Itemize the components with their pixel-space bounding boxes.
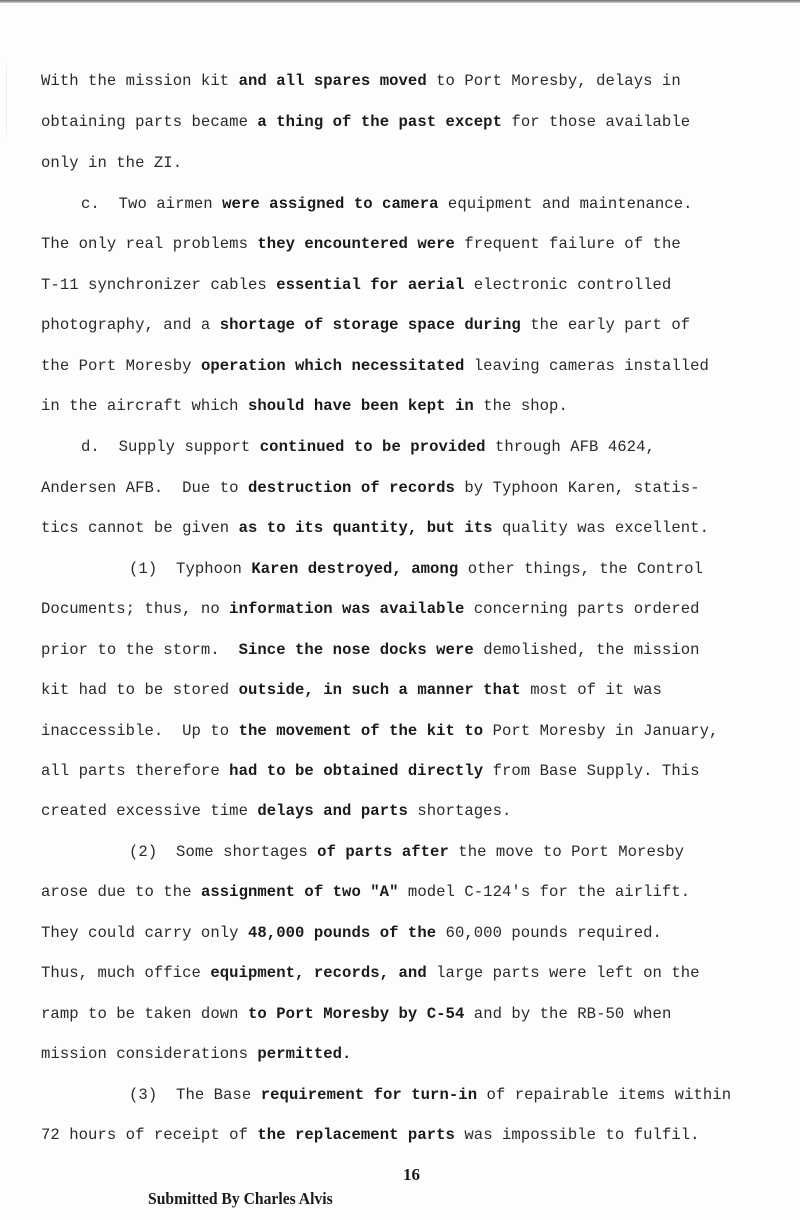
- text-line: [41, 762, 700, 780]
- scan-top-edge: [0, 0, 800, 3]
- text-run: quality was excellent.: [492, 519, 709, 537]
- text-line: [41, 72, 681, 90]
- scan-binding-shadow: [0, 60, 7, 140]
- text-run: Documents; thus, no: [41, 600, 230, 618]
- text-run: tics cannot be given: [41, 519, 239, 537]
- text-run: (2) Some shortages: [129, 843, 318, 861]
- text-run: leaving cameras installed: [464, 357, 709, 375]
- text-run: inaccessible. Up to: [41, 722, 239, 740]
- bold-text-run: they encountered were: [257, 235, 455, 253]
- text-run: was impossible to fulfil.: [454, 1126, 700, 1144]
- text-line: [129, 843, 684, 861]
- text-run: 72 hours of receipt of: [41, 1126, 258, 1144]
- text-run: electronic controlled: [464, 276, 672, 294]
- text-line: [81, 195, 693, 213]
- text-line: [41, 641, 700, 659]
- text-run: most of it was: [520, 681, 662, 699]
- text-line: [41, 113, 690, 131]
- text-run: ramp to be taken down: [41, 1005, 248, 1023]
- bold-text-run: to Port Moresby by C-54: [247, 1005, 465, 1023]
- bold-text-run: had to be obtained directly: [229, 762, 484, 780]
- text-run: and by the RB-50 when: [464, 1005, 672, 1023]
- text-run: created excessive time: [41, 802, 258, 820]
- text-run: by Typhoon Karen, statis-: [454, 479, 700, 497]
- text-run: concerning parts ordered: [464, 600, 700, 618]
- bold-text-run: destruction of records: [247, 479, 455, 497]
- text-line: [41, 1045, 351, 1063]
- bold-text-run: were assigned to camera: [222, 195, 439, 213]
- text-run: all parts therefore: [41, 762, 230, 780]
- text-run: frequent failure of the: [454, 235, 681, 253]
- text-run: from Base Supply. This: [483, 762, 700, 780]
- text-line: [41, 1005, 671, 1023]
- text-run: the move to Port Moresby: [448, 843, 685, 861]
- bold-text-run: permitted.: [257, 1045, 352, 1063]
- submitted-by-footer: Submitted By Charles Alvis: [148, 1189, 333, 1208]
- text-run: to Port Moresby, delays in: [426, 72, 681, 90]
- text-run: only in the ZI.: [41, 154, 183, 172]
- text-line: [41, 722, 718, 740]
- text-run: The only real problems: [41, 235, 258, 253]
- text-run: the Port Moresby: [41, 357, 201, 375]
- bold-text-run: a thing of the past except: [257, 113, 502, 131]
- bold-text-run: Karen destroyed, among: [251, 560, 459, 578]
- text-run: demolished, the mission: [473, 641, 700, 659]
- text-run: prior to the storm.: [41, 641, 239, 659]
- bold-text-run: Since the nose docks were: [238, 641, 474, 659]
- bold-text-run: assignment of two "A": [200, 883, 399, 901]
- text-run: With the mission kit: [41, 72, 239, 90]
- text-line: [41, 397, 568, 415]
- text-run: the shop.: [473, 397, 568, 415]
- text-line: [41, 924, 662, 942]
- bold-text-run: continued to be provided: [259, 438, 486, 456]
- text-run: model C-124's for the airlift.: [398, 883, 691, 901]
- text-run: in the aircraft which: [41, 397, 248, 415]
- page-number: 16: [403, 1165, 420, 1184]
- text-line: [41, 357, 709, 375]
- text-line: [41, 681, 662, 699]
- text-run: arose due to the: [41, 883, 201, 901]
- bold-text-run: information was available: [229, 600, 465, 618]
- text-line: [129, 560, 703, 578]
- text-run: equipment and maintenance.: [438, 195, 693, 213]
- text-line: [41, 235, 681, 253]
- text-run: shortages.: [407, 802, 512, 820]
- text-line: [41, 883, 690, 901]
- text-run: They could carry only: [41, 924, 248, 942]
- text-run: large parts were left on the: [426, 964, 700, 982]
- bold-text-run: shortage of storage space during: [219, 316, 521, 334]
- text-line: [41, 600, 700, 618]
- bold-text-run: as to its quantity, but its: [238, 519, 493, 537]
- text-run: obtaining parts became: [41, 113, 258, 131]
- bold-text-run: 48,000 pounds of the: [247, 924, 437, 942]
- text-run: mission considerations: [41, 1045, 258, 1063]
- text-run: through AFB 4624,: [485, 438, 655, 456]
- text-line: [41, 479, 700, 497]
- text-line: [41, 802, 511, 820]
- text-run: (1) Typhoon: [129, 560, 252, 578]
- bold-text-run: the replacement parts: [257, 1126, 455, 1144]
- text-line: [41, 519, 709, 537]
- bold-text-run: outside, in such a manner that: [238, 681, 521, 699]
- text-run: of repairable items within: [477, 1086, 732, 1104]
- bold-text-run: operation which necessitated: [200, 357, 465, 375]
- text-run: d. Supply support: [81, 438, 260, 456]
- bold-text-run: of parts after: [317, 843, 449, 861]
- bold-text-run: essential for aerial: [276, 276, 465, 294]
- text-line: [81, 438, 655, 456]
- text-line: [41, 316, 690, 334]
- text-line: [41, 964, 700, 982]
- text-run: (3) The Base: [129, 1086, 261, 1104]
- bold-text-run: equipment, records, and: [210, 964, 427, 982]
- text-run: T-11 synchronizer cables: [41, 276, 277, 294]
- text-run: 60,000 pounds required.: [436, 924, 662, 942]
- text-line: [41, 154, 182, 172]
- text-run: Andersen AFB. Due to: [41, 479, 248, 497]
- text-run: other things, the Control: [458, 560, 703, 578]
- text-run: Thus, much office: [41, 964, 211, 982]
- bold-text-run: should have been kept in: [247, 397, 474, 415]
- text-line: [41, 276, 671, 294]
- text-run: kit had to be stored: [41, 681, 239, 699]
- bold-text-run: the movement of the kit to: [238, 722, 484, 740]
- text-run: for those available: [502, 113, 691, 131]
- text-line: [41, 1126, 700, 1144]
- text-run: photography, and a: [41, 316, 220, 334]
- text-line: [129, 1086, 731, 1104]
- bold-text-run: delays and parts: [257, 802, 408, 820]
- text-run: c. Two airmen: [81, 195, 223, 213]
- text-run: Port Moresby in January,: [483, 722, 719, 740]
- bold-text-run: and all spares moved: [238, 72, 427, 90]
- text-run: the early part of: [520, 316, 691, 334]
- bold-text-run: requirement for turn-in: [260, 1086, 478, 1104]
